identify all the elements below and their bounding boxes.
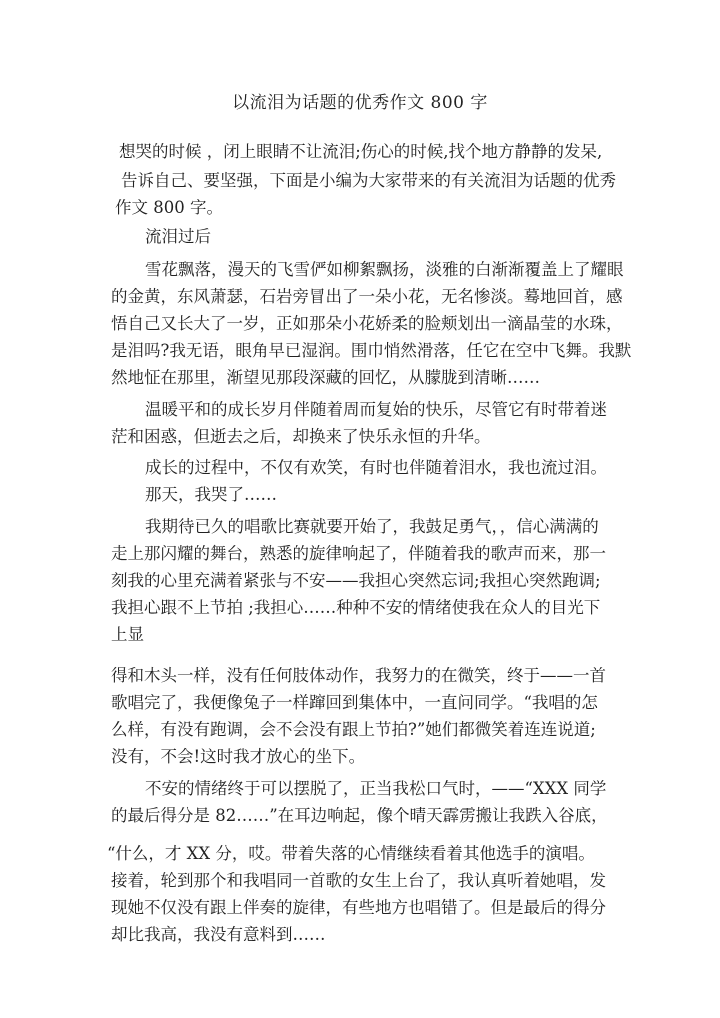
document-title: 以流泪为话题的优秀作文 800 字	[232, 93, 488, 113]
text-line: 刻我的心里充满着紧张与不安——我担心突然忘词;我担心突然跑调;	[111, 571, 601, 590]
text-line: 现她不仅没有跟上伴奏的旋律，有些地方也唱错了。但是最后的得分	[111, 898, 606, 917]
text-line: 却比我高，我没有意料到……	[111, 925, 326, 944]
text-line: 没有，不会!这时我才放心的坐下。	[111, 747, 366, 766]
text-line: 得和木头一样，没有任何肢体动作，我努力的在微笑，终于——一首	[111, 666, 606, 685]
text-line: 我期待已久的唱歌比赛就要开始了，我鼓足勇气，，信心满满的	[145, 517, 599, 536]
text-line: 接着，轮到那个和我唱同一首歌的女生上台了，我认真听着她唱，发	[111, 871, 606, 890]
text-line: 雪花飘落，漫天的飞雪俨如柳絮飘扬，淡雅的白渐渐覆盖上了耀眼	[145, 260, 624, 279]
text-line: 作文 800 字。	[115, 198, 223, 217]
text-line: 悟自己又长大了一岁，正如那朵小花娇柔的脸颊划出一滴晶莹的水珠，	[111, 314, 623, 333]
text-line: 不安的情绪终于可以摆脱了，正当我松口气时，——“XXX 同学	[145, 779, 607, 798]
text-line: 茫和困惑，但逝去之后，却换来了快乐永恒的升华。	[111, 427, 491, 446]
text-line: 然地怔在那里，渐望见那段深藏的回忆，从朦胧到清晰……	[111, 368, 540, 387]
text-line: 的最后得分是 82……”在耳边响起，像个晴天霹雳搬让我跌入谷底，	[111, 806, 608, 825]
section-subheading: 流泪过后	[145, 227, 211, 246]
text-line: 走上那闪耀的舞台，熟悉的旋律响起了，伴随着我的歌声而来，那一	[111, 544, 606, 563]
text-line: 想哭的时候 ，闭上眼睛不让流泪;伤心的时候,找个地方静静的发呆,	[119, 142, 603, 161]
text-line: 温暖平和的成长岁月伴随着周而复始的快乐，尽管它有时带着迷	[145, 400, 607, 419]
text-line: 是泪吗?我无语，眼角早已湿润。围巾悄然滑落，任它在空中飞舞。我默	[111, 341, 632, 360]
text-line: 歌唱完了，我便像兔子一样蹿回到集体中，一直问同学。“我唱的怎	[111, 693, 598, 712]
text-line: “什么，才 XX 分，哎。带着失落的心情继续看着其他选手的演唱。	[107, 844, 595, 863]
text-line: 的金黄，东风萧瑟，石岩旁冒出了一朵小花，无名惨淡。蓦地回首，感	[111, 287, 623, 306]
text-line: 告诉自己、要坚强，下面是小编为大家带来的有关流泪为话题的优秀	[121, 171, 616, 190]
text-line: 成长的过程中，不仅有欢笑，有时也伴随着泪水，我也流过泪。	[145, 458, 607, 477]
text-line: 我担心跟不上节拍 ;我担心……种种不安的情绪使我在众人的目光下	[111, 598, 601, 617]
text-line: 那天，我哭了……	[145, 485, 277, 504]
text-line: 么样，有没有跑调，会不会没有跟上节拍?”她们都微笑着连连说道;	[111, 720, 596, 739]
text-line: 上显	[111, 625, 144, 644]
